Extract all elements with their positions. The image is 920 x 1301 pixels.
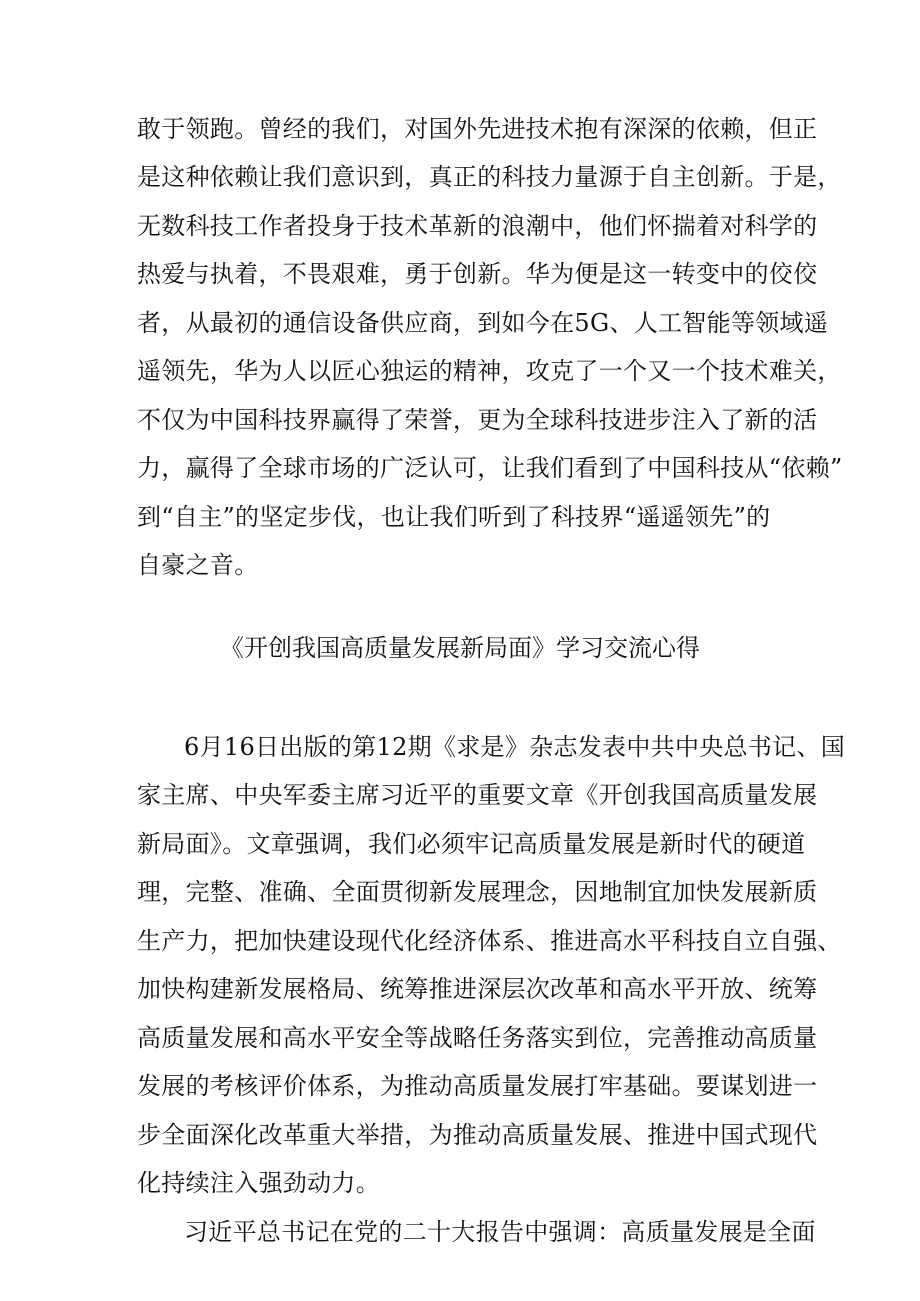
paragraph-line: 力，赢得了全球市场的广泛认可，让我们看到了中国科技从“依赖” xyxy=(137,454,843,482)
paragraph-line: 加快构建新发展格局、统筹推进深层次改革和高水平开放、统筹 xyxy=(137,975,818,1003)
paragraph-line: 生产力，把加快建设现代化经济体系、推进高水平科技自立自强、 xyxy=(137,927,842,955)
section-title: 《开创我国高质量发展新局面》学习交流心得 xyxy=(220,634,700,662)
paragraph-line: 敢于领跑。曾经的我们，对国外先进技术抱有深深的依赖，但正 xyxy=(137,115,818,143)
paragraph-line: 6月16日出版的第12期《求是》杂志发表中共中央总书记、国 xyxy=(184,733,846,761)
paragraph-line: 热爱与执着，不畏艰难，勇于创新。华为便是这一转变中的佼佼 xyxy=(137,260,818,288)
paragraph-line: 无数科技工作者投身于技术革新的浪潮中，他们怀揣着对科学的 xyxy=(137,212,818,240)
paragraph-line: 家主席、中央军委主席习近平的重要文章《开创我国高质量发展 xyxy=(137,781,818,809)
paragraph-line: 新局面》。文章强调，我们必须牢记高质量发展是新时代的硬道 xyxy=(137,830,806,858)
paragraph-line: 自豪之音。 xyxy=(137,551,259,579)
paragraph-line: 不仅为中国科技界赢得了荣誉，更为全球科技进步注入了新的活 xyxy=(137,406,818,434)
paragraph-line: 遥领先，华为人以匠心独运的精神，攻克了一个又一个技术难关， xyxy=(137,357,842,385)
paragraph-line: 高质量发展和高水平安全等战略任务落实到位，完善推动高质量 xyxy=(137,1024,818,1052)
paragraph-line: 习近平总书记在党的二十大报告中强调：高质量发展是全面 xyxy=(184,1218,816,1246)
paragraph-line: 理，完整、准确、全面贯彻新发展理念，因地制宜加快发展新质 xyxy=(137,878,818,906)
paragraph-line: 者，从最初的通信设备供应商，到如今在5G、人工智能等领域遥 xyxy=(137,309,829,337)
paragraph-line: 是这种依赖让我们意识到，真正的科技力量源于自主创新。于是， xyxy=(137,163,842,191)
paragraph-line: 步全面深化改革重大举措，为推动高质量发展、推进中国式现代 xyxy=(137,1121,818,1149)
paragraph-line: 化持续注入强劲动力。 xyxy=(137,1169,380,1197)
paragraph-line: 发展的考核评价体系，为推动高质量发展打牢基础。要谋划进一 xyxy=(137,1072,818,1100)
paragraph-line: 到“自主”的坚定步伐，也让我们听到了科技界“遥遥领先”的 xyxy=(137,503,771,531)
